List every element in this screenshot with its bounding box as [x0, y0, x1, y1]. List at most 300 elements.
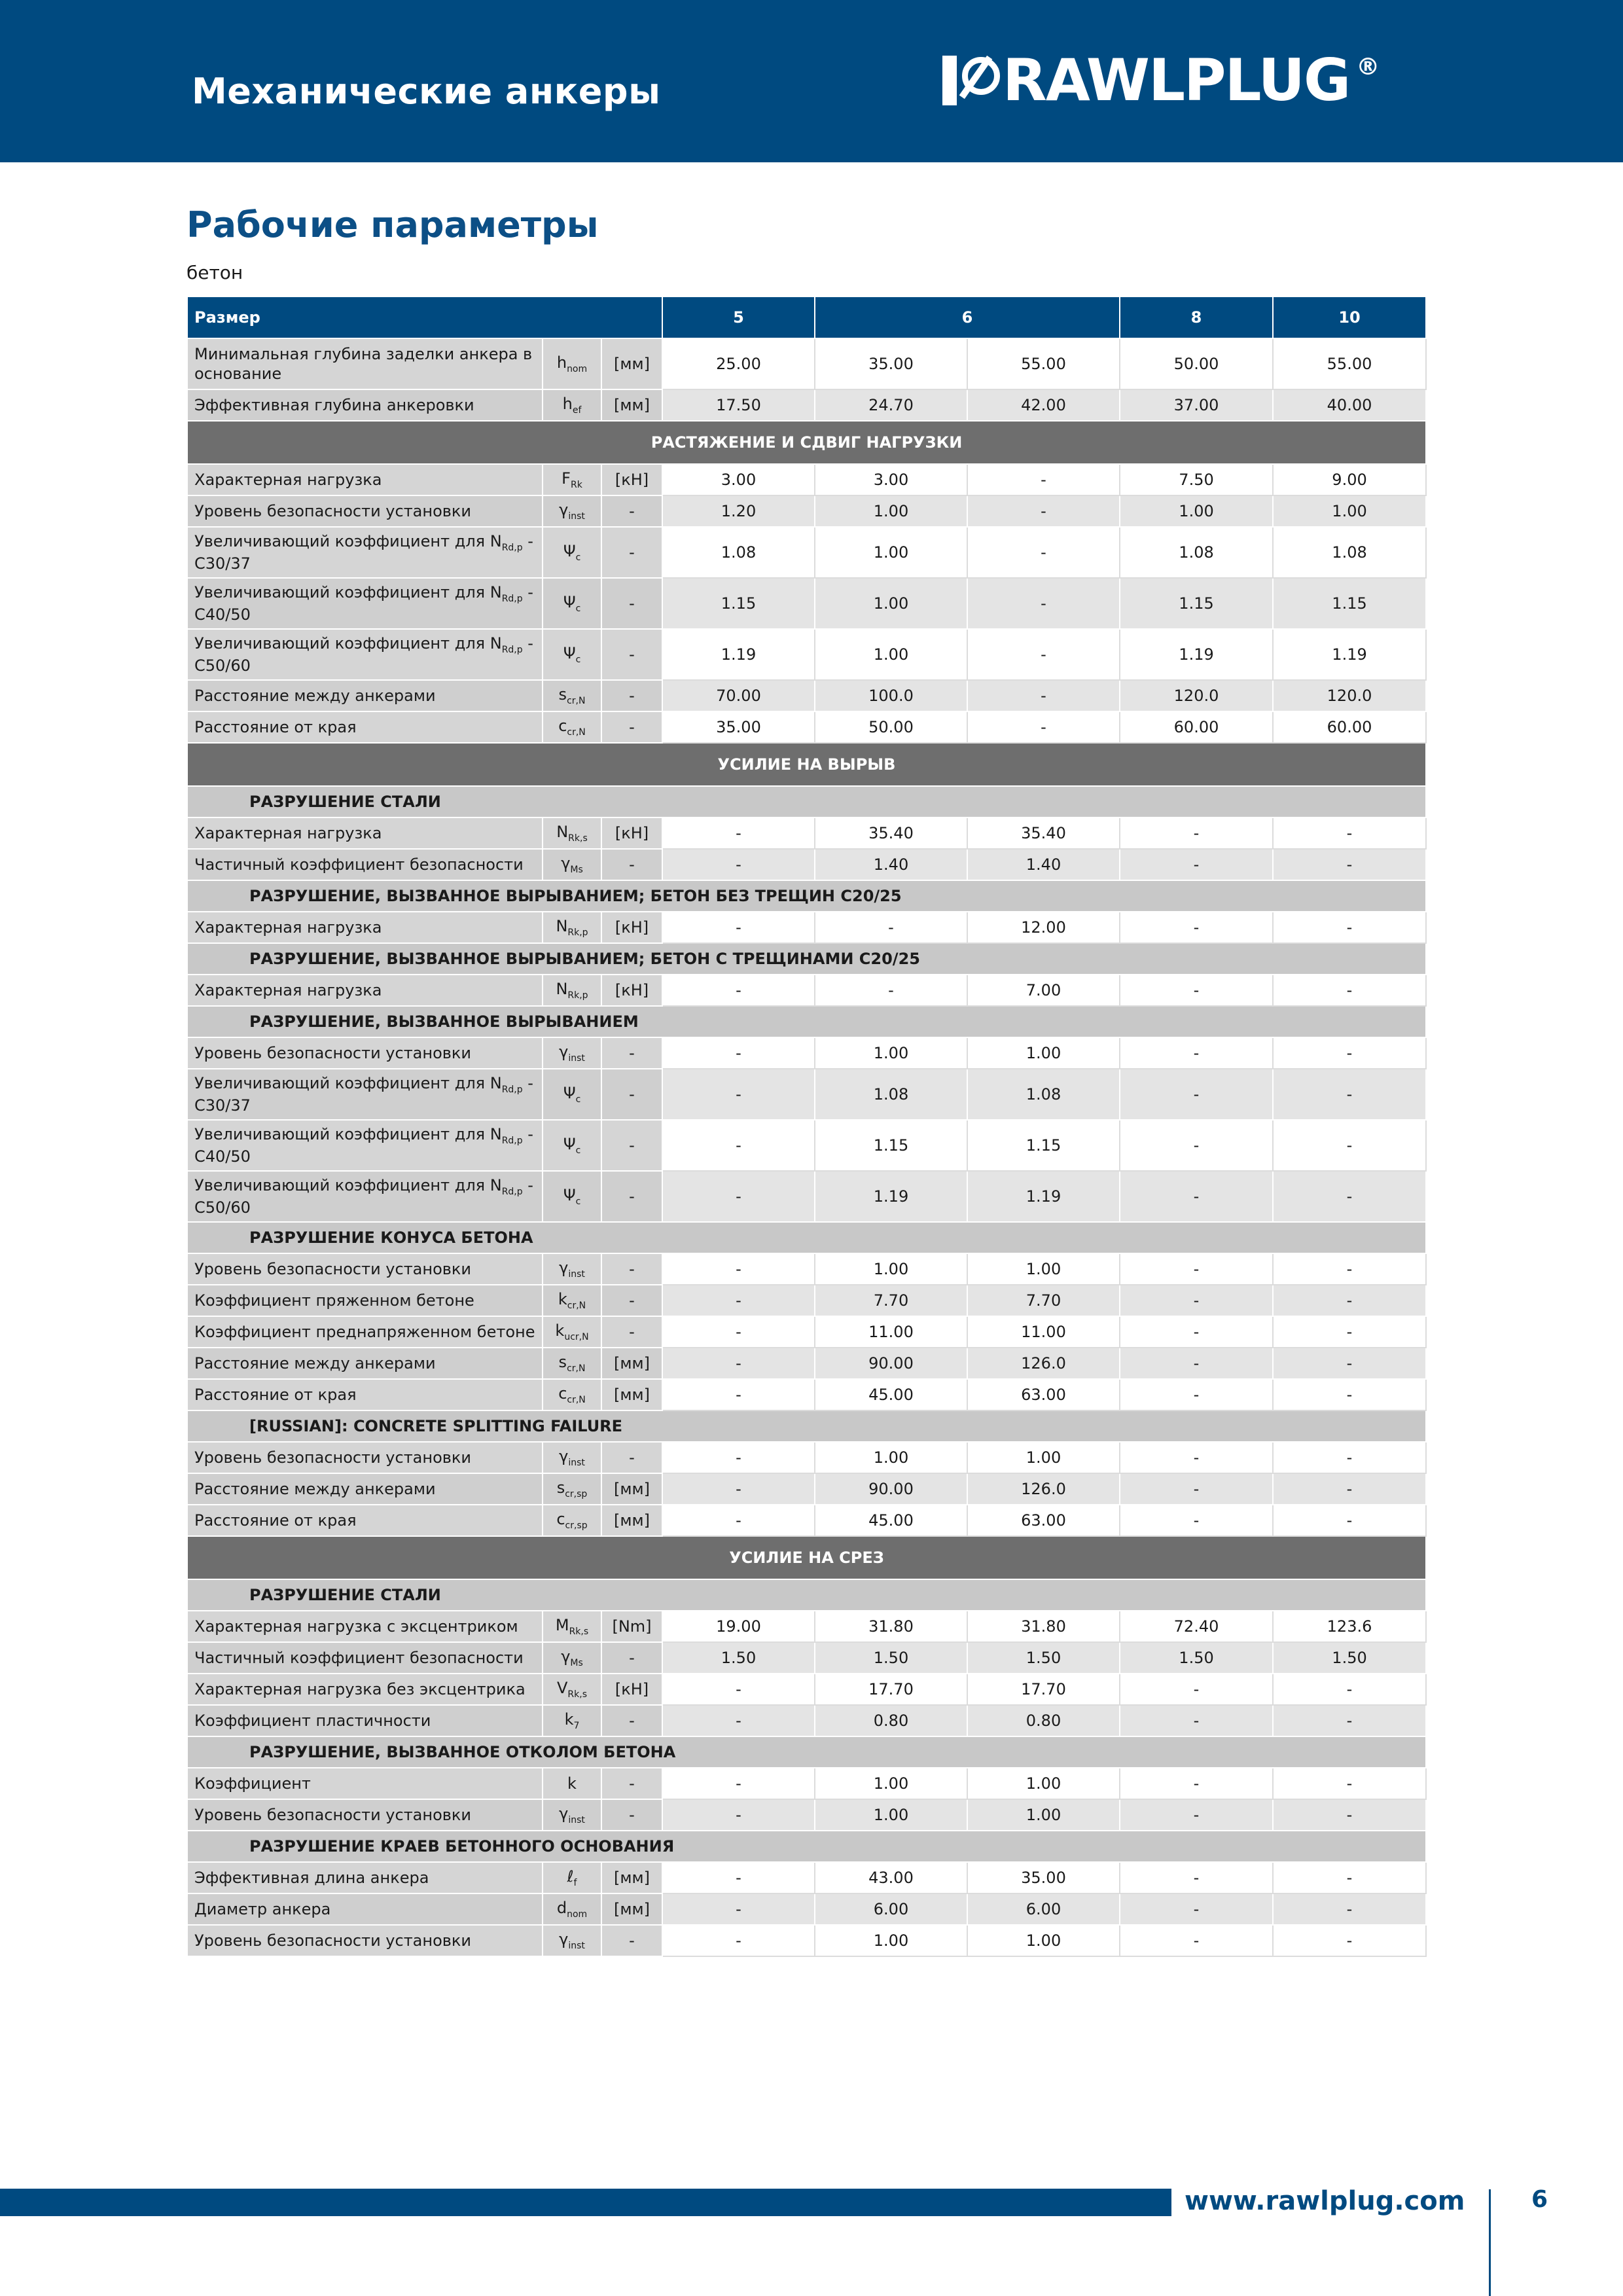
parameter-name-text: Характерная нагрузка без эксцентрика	[194, 1680, 526, 1698]
table-row	[187, 338, 1426, 389]
parameter-symbol	[543, 1611, 601, 1642]
header-title: Механические анкеры	[192, 71, 661, 112]
parameter-name-text: Увеличивающий коэффициент для N	[194, 1124, 502, 1143]
symbol-letter: h	[556, 353, 567, 372]
value-cell: 37.00	[1120, 389, 1273, 421]
parameter-unit: -	[601, 680, 662, 711]
parameter-name-suffix: - C40/50	[194, 1124, 533, 1166]
value-cell: -	[1120, 1768, 1273, 1799]
symbol-letter: k	[567, 1774, 577, 1793]
symbol-subscript: f	[573, 1877, 577, 1888]
symbol-letter: k	[555, 1321, 565, 1340]
value-cell: 40.00	[1273, 389, 1426, 421]
subsection-label: [RUSSIAN]: CONCRETE SPLITTING FAILURE	[187, 1410, 1426, 1442]
symbol-subscript: Rk,p	[567, 990, 588, 1001]
value-cell: -	[1273, 1037, 1426, 1069]
section-header-row	[187, 1536, 1426, 1579]
parameter-name	[187, 1473, 543, 1505]
parameter-unit: -	[601, 1253, 662, 1285]
symbol-subscript: ucr,N	[564, 1331, 589, 1342]
parameter-name-text: Увеличивающий коэффициент для N	[194, 583, 502, 601]
specification-table	[187, 296, 1427, 1957]
value-cell: -	[662, 1799, 815, 1831]
value-cell: 100.0	[815, 680, 967, 711]
symbol-letter: k	[558, 1290, 567, 1309]
value-cell: -	[815, 975, 967, 1006]
table-row	[187, 578, 1426, 629]
symbol-letter: N	[556, 823, 569, 842]
parameter-symbol	[543, 1379, 601, 1410]
value-cell: 123.6	[1273, 1611, 1426, 1642]
parameter-symbol	[543, 338, 601, 389]
subsection-header-row	[187, 1736, 1426, 1768]
parameter-unit: [кН]	[601, 817, 662, 849]
subsection-label: РАЗРУШЕНИЕ СТАЛИ	[187, 1579, 1426, 1611]
value-cell: 1.00	[967, 1799, 1120, 1831]
parameter-name-text: Эффективная длина анкера	[194, 1869, 429, 1887]
value-cell: -	[662, 1768, 815, 1799]
parameter-symbol	[543, 1925, 601, 1956]
symbol-letter: c	[558, 1384, 567, 1403]
subsection-label: РАЗРУШЕНИЕ, ВЫЗВАННОЕ ВЫРЫВАНИЕМ	[187, 1006, 1426, 1037]
value-cell: -	[662, 1120, 815, 1171]
value-cell: 1.00	[815, 1925, 967, 1956]
value-cell: -	[1273, 1285, 1426, 1316]
symbol-subscript: c	[575, 603, 581, 614]
parameter-symbol	[543, 1768, 601, 1799]
subsection-label: РАЗРУШЕНИЕ КОНУСА БЕТОНА	[187, 1222, 1426, 1253]
symbol-letter: γ	[559, 501, 569, 520]
value-cell: 31.80	[967, 1611, 1120, 1642]
value-cell: 126.0	[967, 1348, 1120, 1379]
parameter-symbol	[543, 1799, 601, 1831]
value-cell: 1.15	[662, 578, 815, 629]
rawlplug-logo-icon	[942, 53, 997, 108]
value-cell: -	[1120, 1316, 1273, 1348]
subsection-header-row	[187, 1579, 1426, 1611]
parameter-name-text: Уровень безопасности установки	[194, 1044, 471, 1062]
value-cell: -	[967, 527, 1120, 578]
section-header-row	[187, 743, 1426, 786]
parameter-name	[187, 1037, 543, 1069]
value-cell: -	[1120, 1120, 1273, 1171]
parameter-name	[187, 1893, 543, 1925]
parameter-symbol	[543, 912, 601, 943]
parameter-unit: [мм]	[601, 1473, 662, 1505]
value-cell: -	[967, 578, 1120, 629]
parameter-unit: [мм]	[601, 1893, 662, 1925]
symbol-subscript: c	[575, 1094, 581, 1105]
table-row	[187, 1348, 1426, 1379]
subsection-label: РАЗРУШЕНИЕ, ВЫЗВАННОЕ ОТКОЛОМ БЕТОНА	[187, 1736, 1426, 1768]
parameter-name	[187, 849, 543, 880]
symbol-subscript: inst	[568, 1268, 585, 1280]
value-cell: 1.00	[815, 578, 967, 629]
value-cell: 1.08	[967, 1069, 1120, 1120]
symbol-subscript: inst	[568, 1457, 585, 1468]
subsection-label: РАЗРУШЕНИЕ, ВЫЗВАННОЕ ВЫРЫВАНИЕМ; БЕТОН БЕЗ ТРЕЩИН C20/25	[187, 880, 1426, 912]
table-row	[187, 1674, 1426, 1705]
parameter-unit: [мм]	[601, 1862, 662, 1893]
parameter-unit: -	[601, 1799, 662, 1831]
table-row	[187, 527, 1426, 578]
value-cell: 7.70	[967, 1285, 1120, 1316]
table-row	[187, 629, 1426, 680]
symbol-letter: Ψ	[563, 593, 576, 612]
value-cell: 1.00	[815, 629, 967, 680]
registered-mark: ®	[1356, 54, 1380, 81]
parameter-symbol	[543, 1253, 601, 1285]
subsection-header-row	[187, 943, 1426, 975]
value-cell: -	[1120, 1799, 1273, 1831]
parameter-unit: [кН]	[601, 912, 662, 943]
value-cell: 50.00	[1120, 338, 1273, 389]
parameter-name-suffix: - C40/50	[194, 583, 533, 624]
value-cell: 120.0	[1273, 680, 1426, 711]
parameter-name-subscript: Rd,p	[501, 1135, 523, 1146]
parameter-symbol	[543, 1316, 601, 1348]
symbol-subscript: ef	[572, 404, 582, 416]
table-row	[187, 1925, 1426, 1956]
table-row	[187, 1379, 1426, 1410]
value-cell: 1.20	[662, 495, 815, 527]
value-cell: 0.80	[967, 1705, 1120, 1736]
parameter-symbol	[543, 1473, 601, 1505]
value-cell: -	[967, 464, 1120, 495]
symbol-subscript: cr,N	[567, 1300, 586, 1311]
symbol-subscript: cr,N	[567, 1394, 586, 1405]
table-row	[187, 1473, 1426, 1505]
parameter-name-text: Увеличивающий коэффициент для N	[194, 531, 502, 550]
value-cell: 45.00	[815, 1379, 967, 1410]
value-cell: 60.00	[1273, 711, 1426, 743]
parameter-unit: -	[601, 527, 662, 578]
value-cell: -	[1120, 1285, 1273, 1316]
value-cell: -	[1273, 1925, 1426, 1956]
parameter-symbol	[543, 711, 601, 743]
value-cell: -	[662, 1379, 815, 1410]
value-cell: -	[662, 1037, 815, 1069]
parameter-name	[187, 1611, 543, 1642]
value-cell: 11.00	[815, 1316, 967, 1348]
parameter-unit: -	[601, 1768, 662, 1799]
value-cell: 1.08	[1120, 527, 1273, 578]
value-cell: 1.15	[967, 1120, 1120, 1171]
value-cell: -	[967, 629, 1120, 680]
value-cell: -	[1120, 1705, 1273, 1736]
value-cell: -	[1273, 1473, 1426, 1505]
parameter-name-text: Уровень безопасности установки	[194, 502, 471, 520]
value-cell: 35.40	[967, 817, 1120, 849]
parameter-symbol	[543, 1642, 601, 1674]
parameter-symbol	[543, 1705, 601, 1736]
parameter-name-text: Увеличивающий коэффициент для N	[194, 1175, 502, 1194]
parameter-symbol	[543, 1171, 601, 1222]
parameter-symbol	[543, 1674, 601, 1705]
value-cell: -	[662, 817, 815, 849]
parameter-name-text: Уровень безопасности установки	[194, 1448, 471, 1467]
symbol-letter: k	[564, 1710, 574, 1729]
symbol-subscript: c	[575, 1145, 581, 1156]
value-cell: 3.00	[815, 464, 967, 495]
value-cell: 1.08	[1273, 527, 1426, 578]
value-cell: 45.00	[815, 1505, 967, 1536]
value-cell: -	[1120, 975, 1273, 1006]
parameter-name	[187, 1705, 543, 1736]
table-row	[187, 1120, 1426, 1171]
parameter-name-text: Минимальная глубина заделки анкера в основание	[194, 345, 533, 383]
value-cell: -	[1120, 1862, 1273, 1893]
value-cell: 1.15	[1120, 578, 1273, 629]
table-row	[187, 1611, 1426, 1642]
symbol-subscript: Rk,s	[568, 833, 588, 844]
value-cell: 9.00	[1273, 464, 1426, 495]
symbol-subscript: cr,N	[567, 695, 586, 706]
value-cell: -	[967, 711, 1120, 743]
symbol-letter: γ	[559, 1804, 569, 1823]
value-cell: 70.00	[662, 680, 815, 711]
symbol-letter: c	[556, 1510, 565, 1529]
parameter-name	[187, 1171, 543, 1222]
header-band	[0, 0, 1623, 162]
table-row	[187, 849, 1426, 880]
parameter-name	[187, 1768, 543, 1799]
parameter-symbol	[543, 578, 601, 629]
footer-divider	[1489, 2189, 1491, 2296]
value-cell: -	[1273, 1120, 1426, 1171]
parameter-name	[187, 1316, 543, 1348]
value-cell: -	[1273, 1862, 1426, 1893]
parameter-name	[187, 975, 543, 1006]
parameter-symbol	[543, 389, 601, 421]
value-cell: 72.40	[1120, 1611, 1273, 1642]
value-cell: 1.00	[815, 1799, 967, 1831]
parameter-name-subscript: Rd,p	[501, 593, 523, 604]
symbol-subscript: c	[575, 552, 581, 563]
rawlplug-logo	[942, 46, 1380, 114]
value-cell: -	[1273, 849, 1426, 880]
table-row	[187, 1642, 1426, 1674]
value-cell: 63.00	[967, 1379, 1120, 1410]
value-cell: 1.50	[1120, 1642, 1273, 1674]
value-cell: 1.19	[1273, 629, 1426, 680]
symbol-letter: Ψ	[563, 1186, 576, 1205]
value-cell: 7.70	[815, 1285, 967, 1316]
parameter-unit: [мм]	[601, 1379, 662, 1410]
value-cell: -	[662, 1473, 815, 1505]
value-cell: 1.50	[967, 1642, 1120, 1674]
parameter-symbol	[543, 1120, 601, 1171]
footer-url[interactable]: www.rawlplug.com	[1185, 2186, 1465, 2216]
parameter-symbol	[543, 1505, 601, 1536]
parameter-name-text: Характерная нагрузка	[194, 471, 382, 489]
table-header-row	[187, 296, 1426, 338]
parameter-symbol	[543, 680, 601, 711]
value-cell: -	[1273, 1253, 1426, 1285]
value-cell: 1.50	[815, 1642, 967, 1674]
value-cell: -	[1120, 817, 1273, 849]
symbol-subscript: nom	[567, 363, 588, 374]
parameter-unit: -	[601, 1705, 662, 1736]
symbol-letter: d	[556, 1899, 567, 1918]
parameter-unit: -	[601, 711, 662, 743]
value-cell: -	[1273, 1171, 1426, 1222]
parameter-unit: [кН]	[601, 975, 662, 1006]
symbol-subscript: cr,sp	[565, 1488, 588, 1499]
subsection-label: РАЗРУШЕНИЕ КРАЕВ БЕТОННОГО ОСНОВАНИЯ	[187, 1831, 1426, 1862]
section-label: УСИЛИЕ НА СРЕЗ	[187, 1536, 1426, 1579]
page-title: Рабочие параметры	[187, 204, 599, 245]
table-row	[187, 1893, 1426, 1925]
section-label: РАСТЯЖЕНИЕ И СДВИГ НАГРУЗКИ	[187, 421, 1426, 464]
parameter-unit: -	[601, 1925, 662, 1956]
subsection-header-row	[187, 786, 1426, 817]
parameter-symbol	[543, 1285, 601, 1316]
symbol-letter: γ	[559, 1259, 569, 1278]
parameter-name	[187, 1642, 543, 1674]
symbol-subscript: cr,N	[567, 1363, 586, 1374]
parameter-name	[187, 1379, 543, 1410]
parameter-name-text: Увеличивающий коэффициент для N	[194, 1073, 502, 1092]
value-cell: 1.19	[1120, 629, 1273, 680]
symbol-subscript: inst	[568, 1052, 585, 1064]
section-label: УСИЛИЕ НА ВЫРЫВ	[187, 743, 1426, 786]
value-cell: 1.00	[967, 1925, 1120, 1956]
parameter-unit: -	[601, 629, 662, 680]
parameter-symbol	[543, 629, 601, 680]
parameter-unit: -	[601, 495, 662, 527]
symbol-letter: Ψ	[563, 644, 576, 663]
table-row	[187, 680, 1426, 711]
parameter-name	[187, 680, 543, 711]
value-cell: -	[1273, 1069, 1426, 1120]
value-cell: 1.19	[815, 1171, 967, 1222]
symbol-letter: γ	[559, 1043, 569, 1062]
parameter-name-text: Коэффициент пластичности	[194, 1712, 431, 1730]
parameter-unit: -	[601, 1285, 662, 1316]
parameter-name	[187, 1253, 543, 1285]
value-cell: -	[662, 849, 815, 880]
value-cell: -	[662, 1253, 815, 1285]
symbol-letter: Ψ	[563, 1084, 576, 1103]
size-label: Размер	[187, 296, 662, 338]
parameter-name-subscript: Rd,p	[501, 1186, 523, 1197]
value-cell: -	[1120, 849, 1273, 880]
value-cell: -	[662, 1316, 815, 1348]
parameter-name-text: Эффективная глубина анкеровки	[194, 396, 474, 414]
table-row	[187, 1037, 1426, 1069]
symbol-subscript: cr,N	[567, 726, 586, 738]
parameter-name-text: Диаметр анкера	[194, 1900, 331, 1918]
value-cell: 35.00	[815, 338, 967, 389]
value-cell: 25.00	[662, 338, 815, 389]
symbol-letter: s	[558, 685, 567, 704]
parameter-name	[187, 629, 543, 680]
value-cell: -	[662, 1705, 815, 1736]
value-cell: -	[1273, 1768, 1426, 1799]
value-cell: -	[1273, 1442, 1426, 1473]
subsection-header-row	[187, 1222, 1426, 1253]
symbol-subscript: nom	[567, 1909, 588, 1920]
value-cell: -	[662, 1442, 815, 1473]
size-header: 6	[815, 296, 1120, 338]
symbol-letter: h	[562, 395, 573, 414]
value-cell: 24.70	[815, 389, 967, 421]
parameter-name-suffix: - C50/60	[194, 634, 533, 675]
symbol-subscript: Rk,s	[569, 1626, 589, 1637]
value-cell: 1.00	[815, 1442, 967, 1473]
parameter-name	[187, 1674, 543, 1705]
symbol-letter: c	[558, 717, 567, 736]
parameter-name-text: Расстояние от края	[194, 1511, 357, 1530]
symbol-letter: γ	[561, 854, 571, 873]
value-cell: 1.00	[815, 1037, 967, 1069]
value-cell: 1.19	[662, 629, 815, 680]
value-cell: 17.70	[815, 1674, 967, 1705]
value-cell: -	[1273, 1316, 1426, 1348]
page-number: 6	[1531, 2186, 1548, 2213]
parameter-name	[187, 1505, 543, 1536]
symbol-subscript: c	[575, 1196, 581, 1207]
parameter-name	[187, 711, 543, 743]
value-cell: 90.00	[815, 1473, 967, 1505]
value-cell: -	[662, 1925, 815, 1956]
value-cell: 31.80	[815, 1611, 967, 1642]
parameter-name	[187, 527, 543, 578]
parameter-unit: -	[601, 578, 662, 629]
value-cell: 12.00	[967, 912, 1120, 943]
value-cell: 63.00	[967, 1505, 1120, 1536]
parameter-unit: -	[601, 849, 662, 880]
footer-bar	[0, 2189, 1171, 2216]
parameter-unit: -	[601, 1171, 662, 1222]
value-cell: 1.00	[815, 495, 967, 527]
symbol-subscript: Ms	[570, 864, 583, 875]
value-cell: 1.00	[815, 1253, 967, 1285]
parameter-name	[187, 464, 543, 495]
value-cell: 1.50	[662, 1642, 815, 1674]
value-cell: 1.00	[815, 527, 967, 578]
parameter-symbol	[543, 464, 601, 495]
parameter-name-suffix: - C30/37	[194, 531, 533, 573]
symbol-letter: s	[558, 1353, 567, 1372]
value-cell: 35.40	[815, 817, 967, 849]
parameter-unit: -	[601, 1069, 662, 1120]
value-cell: 17.70	[967, 1674, 1120, 1705]
parameter-name	[187, 1442, 543, 1473]
symbol-letter: Ψ	[563, 542, 576, 561]
value-cell: -	[1120, 1171, 1273, 1222]
value-cell: 55.00	[967, 338, 1120, 389]
parameter-unit: [мм]	[601, 1505, 662, 1536]
parameter-name-text: Расстояние между анкерами	[194, 1480, 436, 1498]
value-cell: 1.00	[967, 1442, 1120, 1473]
parameter-symbol	[543, 1862, 601, 1893]
parameter-symbol	[543, 975, 601, 1006]
table-row	[187, 912, 1426, 943]
parameter-name-text: Увеличивающий коэффициент для N	[194, 634, 502, 653]
value-cell: 1.15	[815, 1120, 967, 1171]
value-cell: 1.00	[1273, 495, 1426, 527]
value-cell: -	[1273, 1505, 1426, 1536]
parameter-unit: -	[601, 1442, 662, 1473]
table-row	[187, 464, 1426, 495]
parameter-name-text: Коэффициент преднапряженном бетоне	[194, 1323, 535, 1341]
parameter-name-suffix: - C50/60	[194, 1175, 533, 1217]
value-cell: 1.00	[815, 1768, 967, 1799]
value-cell: 1.50	[1273, 1642, 1426, 1674]
value-cell: 0.80	[815, 1705, 967, 1736]
